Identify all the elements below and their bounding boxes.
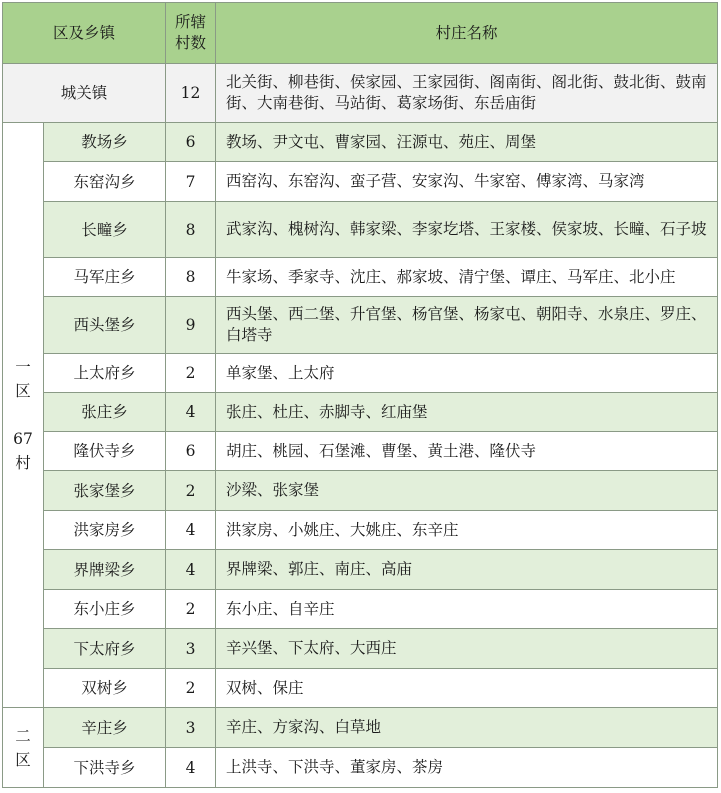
table-row (3, 708, 718, 748)
village-count: 8 (166, 258, 216, 297)
table-row (3, 202, 718, 258)
table-row (3, 393, 718, 432)
district-label-line: 二 (15, 726, 31, 745)
town-name: 上太府乡 (44, 354, 166, 393)
district-label-line: 一 (15, 358, 31, 376)
village-count: 7 (166, 162, 216, 202)
village-names: 西头堡、西二堡、升官堡、杨官堡、杨家屯、朝阳寺、水泉庄、罗庄、白塔寺 (216, 297, 718, 354)
village-names: 单家堡、上太府 (216, 354, 718, 393)
village-count: 2 (166, 669, 216, 708)
table-row (3, 297, 718, 354)
village-names: 沙梁、张家堡 (216, 471, 718, 511)
village-names: 西窑沟、东窑沟、蛮子营、安家沟、牛家窑、傅家湾、马家湾 (216, 162, 718, 202)
village-names: 辛庄、方家沟、白草地 (216, 708, 718, 748)
town-name: 辛庄乡 (44, 708, 166, 748)
table-row (3, 432, 718, 471)
header-region-town: 区及乡镇 (3, 3, 166, 64)
village-names: 武家沟、槐树沟、韩家梁、李家圪塔、王家楼、侯家坡、长疃、石子坡 (216, 202, 718, 258)
header-village-count (166, 3, 216, 64)
village-count: 2 (166, 354, 216, 393)
table-row (3, 629, 718, 669)
header-village-names: 村庄名称 (216, 3, 718, 64)
town-name: 城关镇 (3, 64, 166, 123)
district-label-line: 村 (15, 454, 31, 472)
header-row (3, 3, 718, 64)
village-names: 洪家房、小姚庄、大姚庄、东辛庄 (216, 511, 718, 550)
town-name: 界牌梁乡 (44, 550, 166, 590)
village-count: 6 (166, 123, 216, 162)
village-names: 双树、保庄 (216, 669, 718, 708)
village-count: 12 (166, 64, 216, 123)
village-count: 8 (166, 202, 216, 258)
table-row (3, 550, 718, 590)
village-count: 3 (166, 629, 216, 669)
district-label-line: 区 (15, 382, 31, 400)
header-count-line1: 所辖 (175, 13, 207, 31)
town-name: 下太府乡 (44, 629, 166, 669)
district-2-label (3, 708, 44, 788)
table-row (3, 123, 718, 162)
town-name: 张庄乡 (44, 393, 166, 432)
village-count: 4 (166, 393, 216, 432)
town-name: 马军庄乡 (44, 258, 166, 297)
town-name: 东小庄乡 (44, 590, 166, 629)
village-count: 6 (166, 432, 216, 471)
village-names: 上洪寺、下洪寺、董家房、茶房 (216, 748, 718, 788)
table-row (3, 64, 718, 123)
village-names: 东小庄、自辛庄 (216, 590, 718, 629)
table-row (3, 748, 718, 788)
town-name: 下洪寺乡 (44, 748, 166, 788)
table-row (3, 471, 718, 511)
village-names: 教场、尹文屯、曹家园、汪源屯、苑庄、周堡 (216, 123, 718, 162)
town-name: 张家堡乡 (44, 471, 166, 511)
village-names: 牛家场、季家寺、沈庄、郝家坡、清宁堡、谭庄、马军庄、北小庄 (216, 258, 718, 297)
header-count-line2: 村数 (175, 34, 207, 52)
village-names: 北关街、柳巷街、侯家园、王家园街、阁南街、阁北街、鼓北街、鼓南街、大南巷街、马站街、葛家场街、东岳庙街 (216, 64, 718, 123)
town-name: 西头堡乡 (44, 297, 166, 354)
village-count: 4 (166, 511, 216, 550)
village-count: 4 (166, 748, 216, 788)
village-count: 4 (166, 550, 216, 590)
town-name: 东窑沟乡 (44, 162, 166, 202)
table-row (3, 162, 718, 202)
village-names: 界牌梁、郭庄、南庄、高庙 (216, 550, 718, 590)
table-row (3, 354, 718, 393)
town-name: 洪家房乡 (44, 511, 166, 550)
village-count: 3 (166, 708, 216, 748)
table-row (3, 669, 718, 708)
village-names: 张庄、杜庄、赤脚寺、红庙堡 (216, 393, 718, 432)
district-label-line: 区 (15, 750, 31, 769)
town-name: 长疃乡 (44, 202, 166, 258)
table-row (3, 258, 718, 297)
table-row (3, 590, 718, 629)
village-count: 2 (166, 471, 216, 511)
table-row (3, 511, 718, 550)
village-names: 胡庄、桃园、石堡滩、曹堡、黄土港、隆伏寺 (216, 432, 718, 471)
district-label-line: 67 (13, 430, 33, 448)
village-count: 9 (166, 297, 216, 354)
village-names: 辛兴堡、下太府、大西庄 (216, 629, 718, 669)
town-name: 隆伏寺乡 (44, 432, 166, 471)
district-1-label (3, 123, 44, 708)
town-name: 双树乡 (44, 669, 166, 708)
town-name: 教场乡 (44, 123, 166, 162)
villages-table (2, 2, 718, 788)
village-count: 2 (166, 590, 216, 629)
